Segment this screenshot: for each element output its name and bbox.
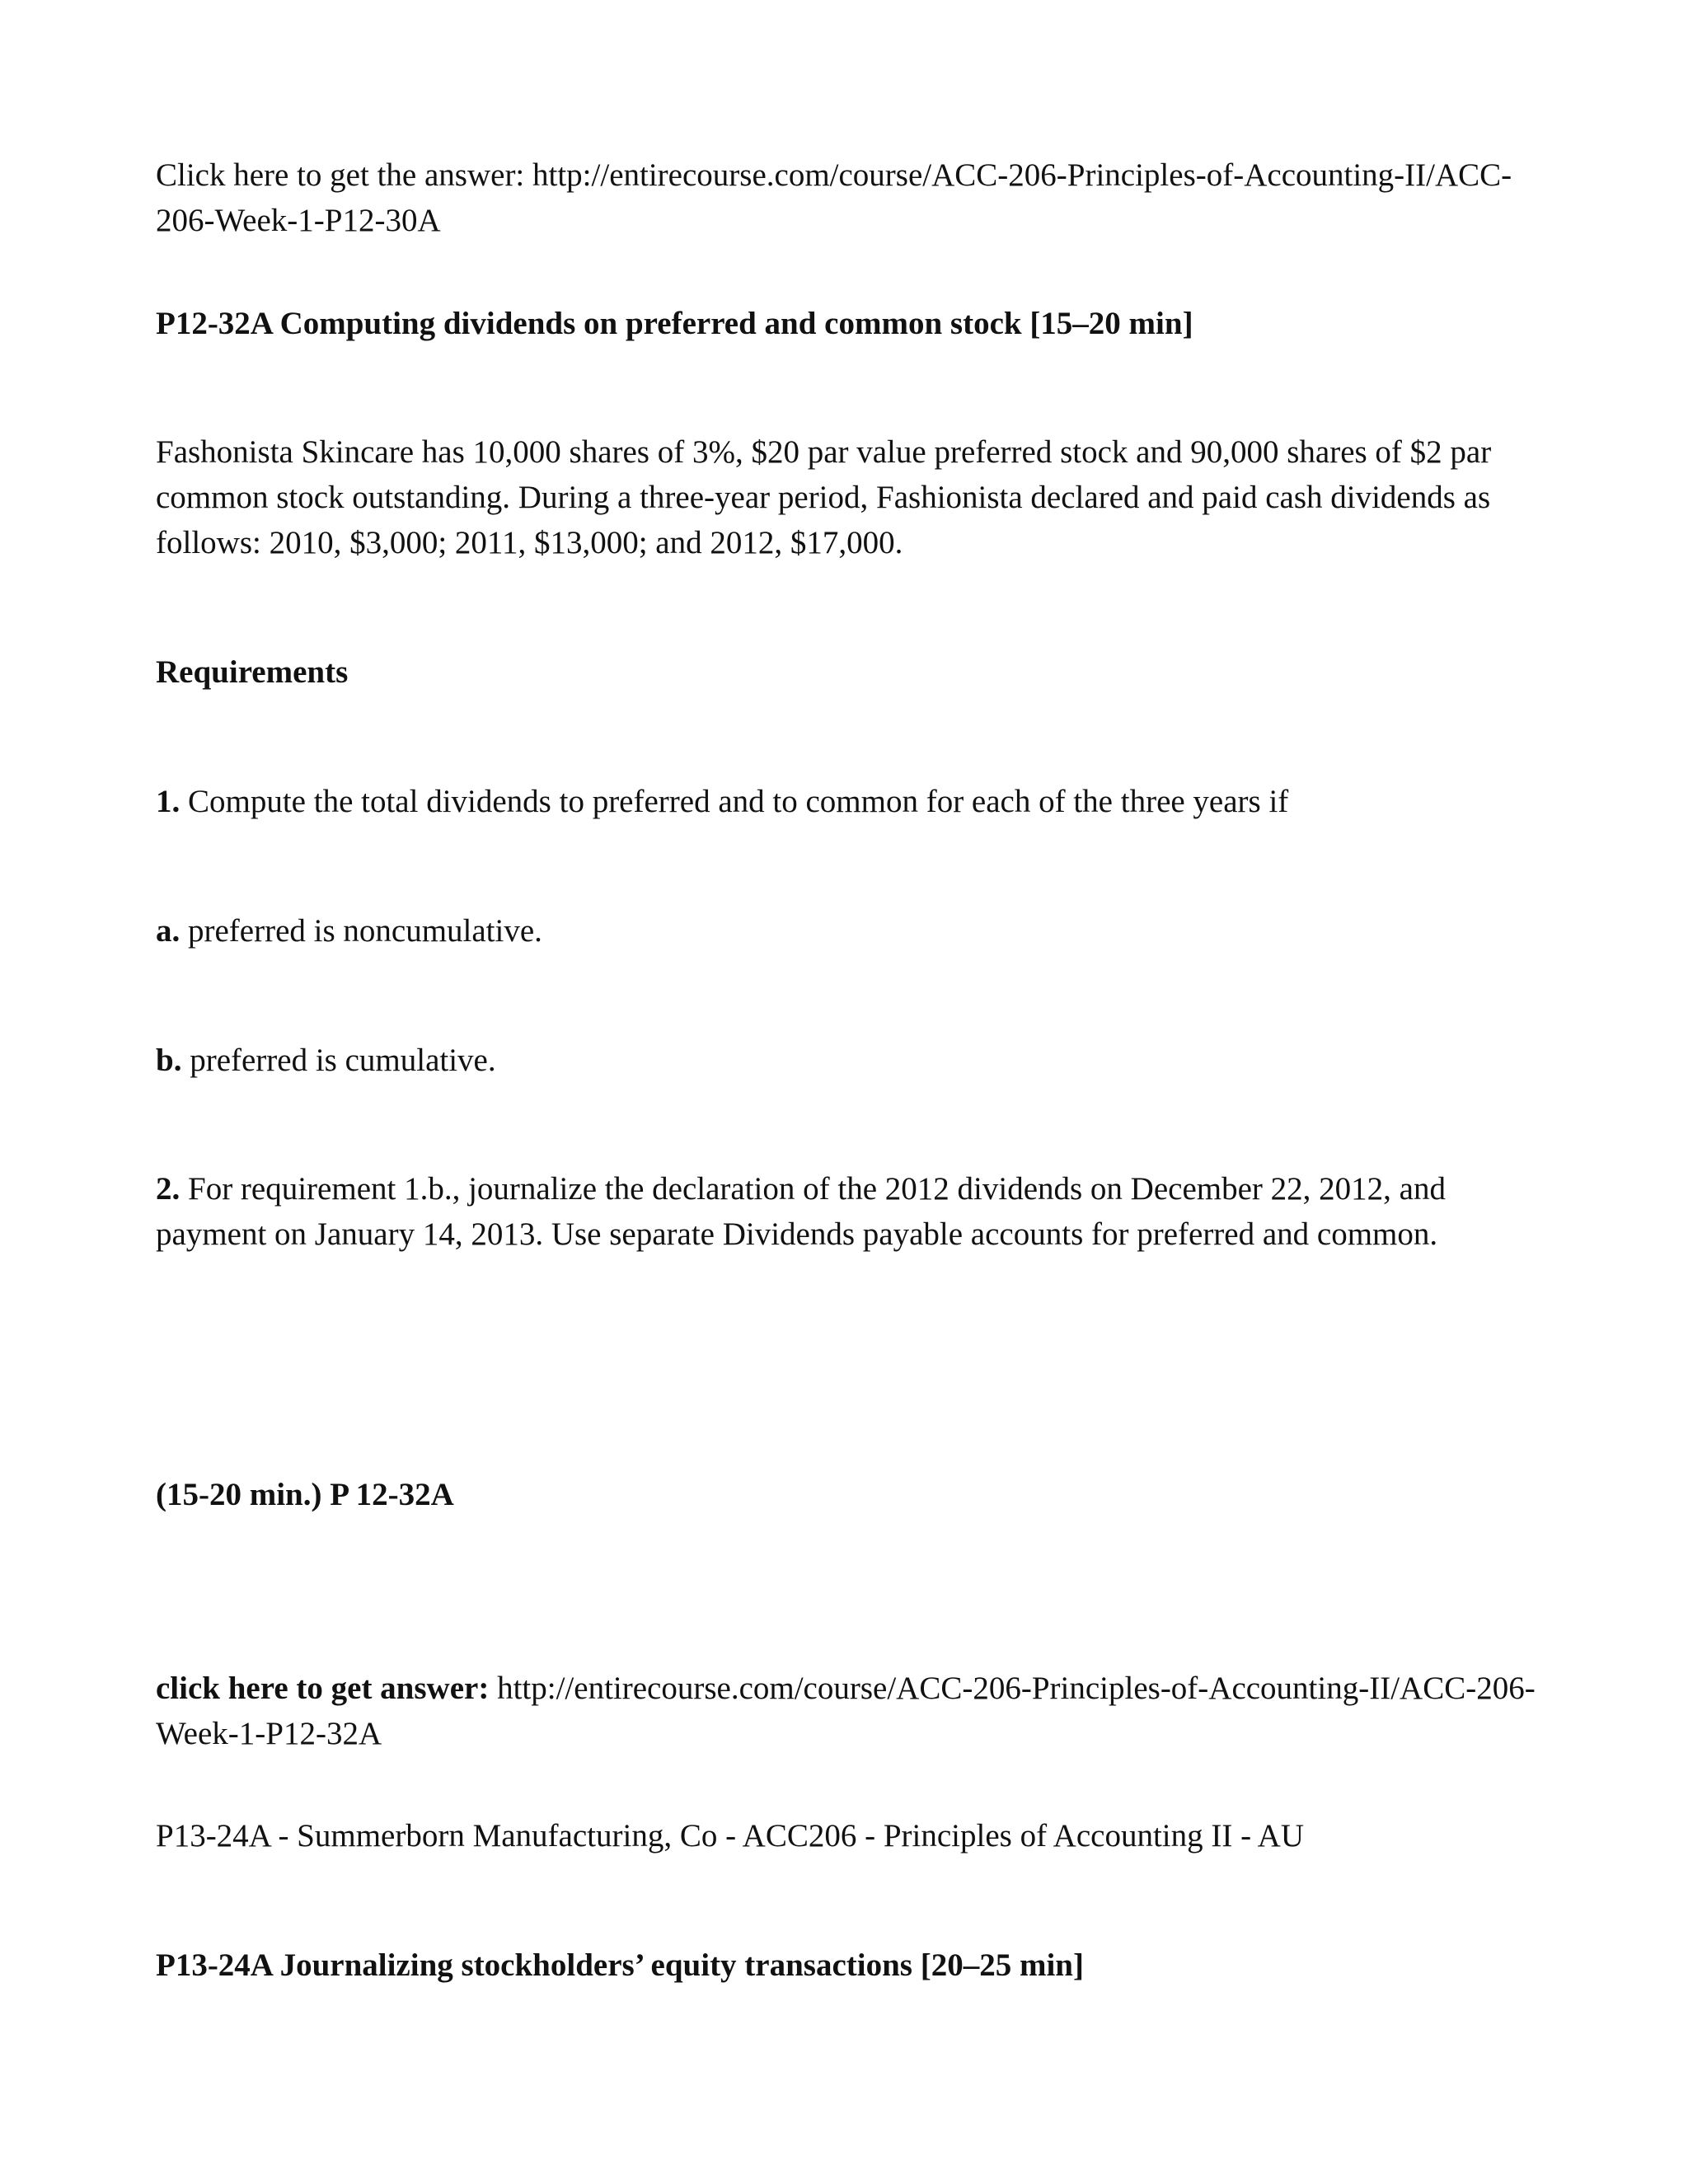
requirement-1b-text: preferred is cumulative.: [190, 1043, 496, 1078]
intro-link-url[interactable]: http://entirecourse.com/course/ACC-206-Principles-of-Accounting-II/ACC-206-Week-1-P12-30A: [156, 157, 1512, 238]
answer-link-url[interactable]: http://entirecourse.com/course/ACC-206-Principles-of-Accounting-II/ACC-206-Week-1-P12-32A: [156, 1671, 1536, 1751]
requirement-1a: [156, 908, 1549, 954]
requirement-1a-text: preferred is noncumulative.: [188, 913, 542, 949]
requirement-2-text: For requirement 1.b., journalize the declaration of the 2012 dividends on December 22, 2012, and payment on January 14, 2013. Use separate Dividends payable accounts for preferred and common.: [156, 1171, 1446, 1252]
requirement-1b: [156, 1038, 1549, 1083]
next-problem-title: P13-24A - Summerborn Manufacturing, Co - ACC206 - Principles of Accounting II - AU: [156, 1818, 1305, 1854]
requirement-1a-label: a.: [156, 913, 181, 949]
answer-link-paragraph: [156, 1666, 1549, 1756]
requirement-1: [156, 779, 1549, 824]
requirement-1-text: Compute the total dividends to preferred and to common for each of the three years if: [188, 784, 1289, 819]
requirement-1-label: 1.: [156, 784, 181, 819]
solution-heading: (15-20 min.) P 12-32A: [156, 1477, 454, 1512]
requirement-1b-label: b.: [156, 1043, 182, 1078]
answer-link-label: click here to get answer:: [156, 1671, 490, 1706]
intro-link-paragraph: [156, 152, 1549, 243]
problem-title: P12-32A Computing dividends on preferred and common stock [15–20 min]: [156, 306, 1193, 341]
intro-link-label: Click here to get the answer:: [156, 157, 525, 193]
requirement-2-label: 2.: [156, 1171, 181, 1207]
requirement-2: [156, 1166, 1549, 1257]
next-problem-heading: P13-24A Journalizing stockholders’ equity transactions [20–25 min]: [156, 1947, 1084, 1983]
requirements-heading: Requirements: [156, 654, 349, 690]
problem-text: Fashonista Skincare has 10,000 shares of 3%, $20 par value preferred stock and 90,000 shares of $2 par common stock outstanding. During a three-year period, Fashionista declared and paid cash dividends as follows: 2010, $3,000; 2011, $13,000; and 2012, $17,000.: [156, 434, 1492, 560]
